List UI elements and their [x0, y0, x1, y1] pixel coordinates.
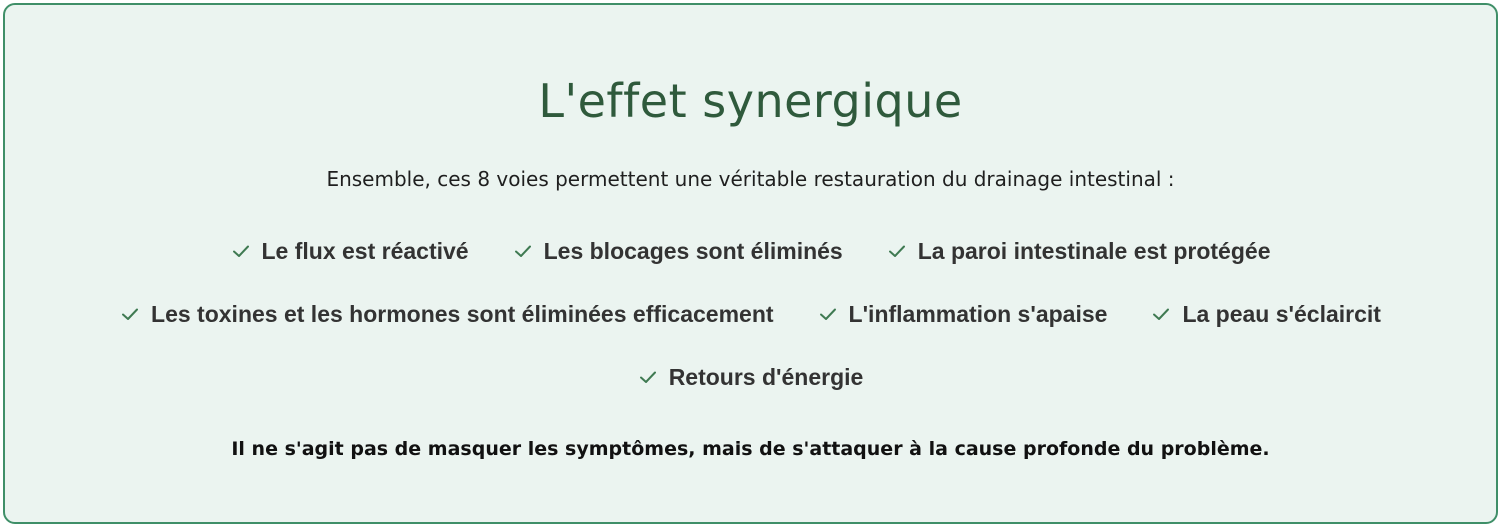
benefit-item [231, 234, 469, 268]
benefit-item [513, 234, 843, 268]
check-icon [120, 304, 140, 324]
section-title: L'effet synergique [538, 74, 963, 128]
benefit-item [1151, 297, 1381, 331]
check-icon [231, 241, 251, 261]
intro-text: Ensemble, ces 8 voies permettent une véritable restauration du drainage intestinal : [326, 167, 1175, 191]
synergy-card [3, 3, 1498, 524]
benefit-label: La paroi intestinale est protégée [917, 238, 1271, 264]
benefit-label: L'inflammation s'apaise [848, 301, 1108, 327]
benefit-item [120, 297, 774, 331]
benefit-label: Le flux est réactivé [261, 238, 469, 264]
benefit-item [638, 360, 864, 394]
check-icon [513, 241, 533, 261]
benefit-label: La peau s'éclaircit [1182, 301, 1381, 327]
check-icon [818, 304, 838, 324]
check-icon [1151, 304, 1171, 324]
benefit-item [887, 234, 1271, 268]
benefits-row-1 [5, 234, 1496, 268]
benefit-label: Retours d'énergie [668, 364, 864, 390]
benefit-item [818, 297, 1108, 331]
benefit-label: Les blocages sont éliminés [543, 238, 843, 264]
closing-statement: Il ne s'agit pas de masquer les symptômes, mais de s'attaquer à la cause profonde du problème. [231, 438, 1270, 460]
check-icon [638, 367, 658, 387]
benefits-row-2 [5, 297, 1496, 331]
check-icon [887, 241, 907, 261]
benefit-label: Les toxines et les hormones sont éliminées efficacement [151, 301, 774, 327]
benefits-row-3 [5, 360, 1496, 394]
